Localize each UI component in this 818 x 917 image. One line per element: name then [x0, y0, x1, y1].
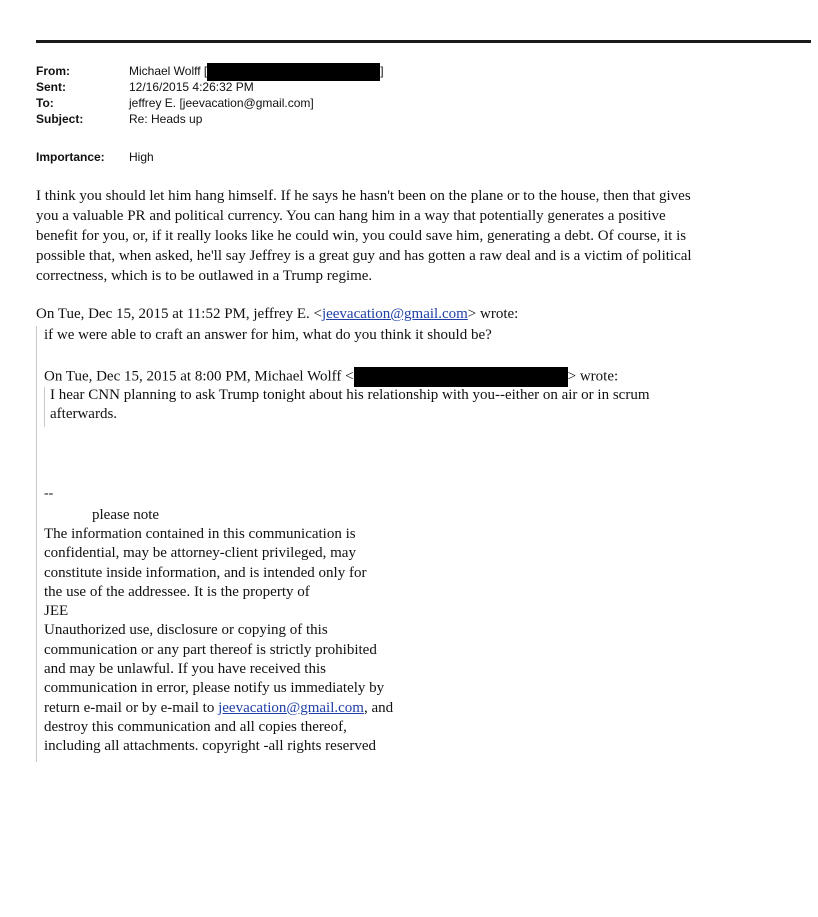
disclaimer [44, 525, 393, 757]
quote2-line: afterwards. [50, 406, 118, 422]
sent-value: 12/16/2015 4:26:32 PM [129, 80, 254, 94]
disclaimer-line: the use of the addressee. It is the property of [44, 583, 310, 600]
signature-note: please note [92, 507, 160, 523]
disclaimer-line: confidential, may be attorney-client privileged, may [44, 545, 356, 562]
importance-value: High [129, 150, 154, 164]
quote2-attribution: On Tue, Dec 15, 2015 at 8:00 PM, Michael Wolff < > wrote: [44, 367, 618, 387]
subject-value: Re: Heads up [129, 112, 203, 126]
reply-line: you a valuable PR and political currency. You can hang him in a way that potentially generates a positive [36, 208, 666, 224]
signature-separator: -- [44, 486, 54, 501]
disclaimer-line: The information contained in this communication is [44, 526, 356, 542]
reply-line: correctness, which is to be outlawed in a Trump regime. [36, 268, 373, 284]
disclaimer-line: Unauthorized use, disclosure or copying of this [44, 622, 328, 639]
disclaimer-line: communication or any part thereof is strictly prohibited [44, 641, 377, 658]
to-value: jeffrey E. [jeevacation@gmail.com] [129, 96, 314, 110]
sent-label: Sent: [36, 80, 66, 94]
disclaimer-line: JEE [44, 603, 69, 620]
quote1-email-link[interactable]: jeevacation@gmail.com [321, 306, 468, 322]
quote-bar-outer [36, 326, 37, 762]
redaction-box [354, 367, 568, 387]
quote1-attribution: On Tue, Dec 15, 2015 at 11:52 PM, jeffrey E. <jeevacation@gmail.com> wrote: [36, 306, 519, 322]
quote1-text: if we were able to craft an answer for him, what do you think it should be? [44, 327, 492, 343]
disclaimer-email-link[interactable]: jeevacation@gmail.com [218, 699, 364, 716]
reply-line: benefit for you, or, if it really looks like he could win, you could save him, generating a debt. Of course, it is [36, 228, 687, 244]
quote-bar-inner [44, 387, 45, 427]
disclaimer-line: and may be unlawful. If you have received this [44, 661, 326, 678]
quote2-line: I hear CNN planning to ask Trump tonight about his relationship with you--either on air or in scrum [50, 387, 650, 403]
from-value: Michael Wolff [ ] [129, 63, 384, 81]
reply-line: I think you should let him hang himself. If he says he hasn't been on the plane or to the house, then that gives [36, 188, 691, 204]
disclaimer-line: constitute inside information, and is intended only for [44, 564, 367, 581]
subject-label: Subject: [36, 112, 84, 126]
to-label: To: [36, 96, 54, 110]
importance-label: Importance: [36, 150, 105, 164]
top-rule [36, 40, 811, 43]
from-label: From: [36, 64, 70, 78]
disclaimer-line: including all attachments. copyright -all rights reserved [44, 738, 376, 755]
disclaimer-line: communication in error, please notify us immediately by [44, 680, 385, 697]
reply-line: possible that, when asked, he'll say Jeffrey is a great guy and has gotten a raw deal and is a victim of political [36, 248, 692, 264]
reply-body [36, 186, 806, 286]
disclaimer-line: destroy this communication and all copies thereof, [44, 718, 347, 735]
disclaimer-line: return e-mail or by e-mail to jeevacation@gmail.com, and [44, 699, 394, 716]
